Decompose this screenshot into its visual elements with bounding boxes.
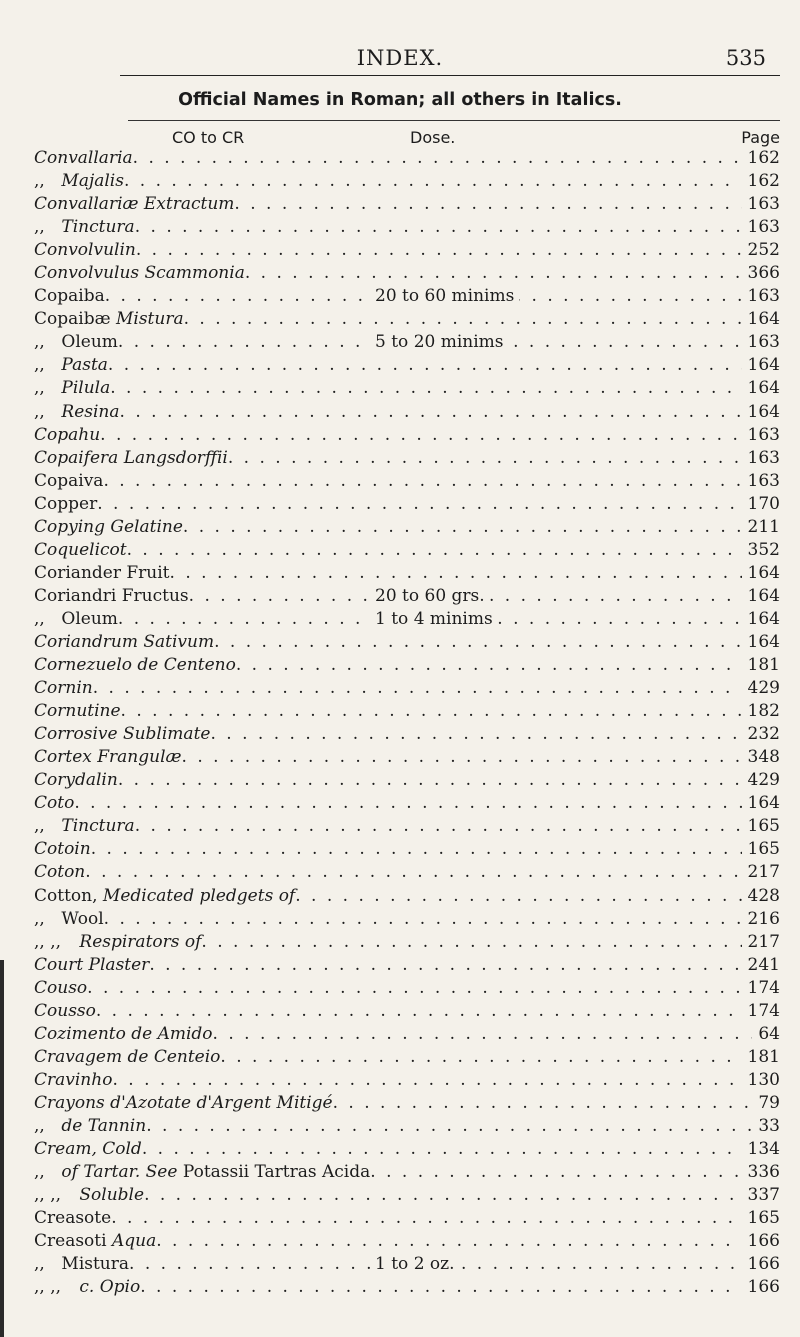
entry-italic-text: Court Plaster <box>34 954 150 975</box>
entry-italic-text: Crayons d'Azotate d'Argent Mitigé <box>34 1092 333 1113</box>
entry-italic-text: Cravinho <box>34 1069 113 1090</box>
entry-italic-text: Cornezuelo de Centeno <box>34 655 236 676</box>
entry-name <box>34 562 170 585</box>
entry-page: 79 <box>758 1092 780 1113</box>
index-entry <box>34 1276 780 1299</box>
dot-leader <box>121 700 742 723</box>
page-edge-shadow <box>0 960 4 1337</box>
entry-italic-text: Corrosive Sublimate <box>34 724 211 745</box>
entry-name <box>34 1138 142 1161</box>
entry-name <box>34 815 135 838</box>
entry-italic-text: Coton <box>34 862 86 883</box>
dot-leader <box>135 815 742 838</box>
index-entry <box>34 723 780 746</box>
entry-italic-text: Cotoin <box>34 839 91 860</box>
entry-name <box>34 585 189 608</box>
entry-name <box>34 308 184 331</box>
entry-page: 166 <box>747 1254 780 1275</box>
entry-page: 428 <box>747 885 780 906</box>
entry-page: 352 <box>747 539 780 560</box>
dot-leader <box>74 792 741 815</box>
index-entry <box>34 1069 780 1092</box>
index-entry <box>34 401 780 424</box>
dot-leader <box>236 654 742 677</box>
dose-heading: Dose. <box>410 128 456 147</box>
entry-italic-text: Copahu <box>34 424 101 445</box>
range-heading: CO to CR <box>172 128 245 147</box>
entry-page: 162 <box>747 148 780 168</box>
entry-page: 232 <box>747 724 780 745</box>
dot-leader <box>100 424 741 447</box>
dot-leader <box>110 377 741 400</box>
entry-italic-text: Cornin <box>34 678 93 699</box>
dot-leader <box>245 262 742 285</box>
entry-page: 174 <box>747 1000 780 1021</box>
index-entry <box>34 769 780 792</box>
dot-leader <box>136 239 742 262</box>
dot-leader <box>111 1207 741 1230</box>
dot-leader <box>295 885 741 908</box>
entry-name <box>34 170 124 193</box>
index-subtitle: Official Names in Roman; all others in Italics. <box>178 90 622 110</box>
entry-italic-text: Cozimento de Amido <box>34 1023 213 1044</box>
dot-leader <box>127 539 742 562</box>
entry-page: 337 <box>747 1185 780 1206</box>
entry-name <box>34 1000 96 1023</box>
entry-page: 217 <box>747 931 780 952</box>
entry-name <box>34 654 236 677</box>
entry-dose: 20 to 60 grs. <box>370 585 490 608</box>
index-entry <box>34 354 780 377</box>
entry-italic-text: de Tannin <box>61 1115 147 1136</box>
entry-italic-text: Coquelicot <box>34 539 127 560</box>
entry-name <box>34 1253 129 1276</box>
entry-name <box>34 331 118 354</box>
ditto-mark: ,, <box>34 378 45 399</box>
entry-name <box>34 1276 140 1299</box>
entry-name <box>34 193 234 216</box>
header-rule <box>120 75 780 76</box>
entry-page: 164 <box>747 608 780 629</box>
entry-page: 366 <box>747 263 780 284</box>
entry-name <box>34 700 121 723</box>
ditto-mark: ,, <box>34 217 45 238</box>
entry-page: 164 <box>747 401 780 422</box>
index-entry <box>34 539 780 562</box>
entry-italic-text: Tinctura <box>61 816 135 837</box>
entry-roman-text: Mistura <box>61 1254 130 1275</box>
index-entry <box>34 654 780 677</box>
entry-name <box>34 216 135 239</box>
index-entry <box>34 1230 780 1253</box>
entry-roman-text: Coriandri Fructus <box>34 585 189 606</box>
entry-name <box>34 1046 220 1069</box>
entry-name <box>34 861 85 884</box>
dot-leader <box>96 1000 742 1023</box>
entry-roman-text: Oleum <box>61 332 118 353</box>
index-entry <box>34 424 780 447</box>
entry-roman-text: Copaiva <box>34 470 104 491</box>
entry-name <box>34 424 100 447</box>
entry-italic-text: Cornutine <box>34 701 121 722</box>
dot-leader <box>108 354 742 377</box>
entry-page: 252 <box>747 240 780 261</box>
dot-leader <box>104 908 742 931</box>
entry-page: 164 <box>747 793 780 814</box>
dot-leader <box>170 562 742 585</box>
entry-italic-text: Coriandrum Sativum <box>34 631 215 652</box>
index-entry <box>34 585 780 608</box>
entry-name <box>34 792 74 815</box>
entry-page: 336 <box>747 1162 780 1183</box>
entry-italic-text: Medicated pledgets of <box>102 885 296 906</box>
index-entry <box>34 815 780 838</box>
entry-name <box>34 631 214 654</box>
ditto-mark: ,, ,, <box>34 931 62 952</box>
entry-name <box>34 1230 156 1253</box>
index-entry <box>34 516 780 539</box>
entry-name <box>34 931 201 954</box>
dot-leader <box>182 746 742 769</box>
entry-name <box>34 977 87 1000</box>
entry-page: 211 <box>747 516 780 537</box>
dot-leader <box>91 838 742 861</box>
entry-page: 429 <box>747 678 780 699</box>
entry-name <box>34 354 108 377</box>
entry-italic-text: Copying Gelatine <box>34 516 183 537</box>
entry-roman-text: Wool <box>61 908 104 929</box>
entry-page: 163 <box>747 286 780 307</box>
entry-name <box>34 1092 333 1115</box>
index-entries <box>34 147 780 1299</box>
index-entry <box>34 262 780 285</box>
entry-roman-text: Copaibæ <box>34 309 111 330</box>
index-entry <box>34 1161 780 1184</box>
entry-italic-text: Pilula <box>61 378 111 399</box>
entry-italic-text: Convolvulin <box>34 240 136 261</box>
index-entry <box>34 746 780 769</box>
entry-italic-text: Convallaria <box>34 148 133 168</box>
entry-italic-text: Mistura <box>115 309 184 330</box>
entry-page: 181 <box>747 655 780 676</box>
dot-leader <box>97 493 741 516</box>
index-entry <box>34 1115 780 1138</box>
entry-page: 162 <box>747 171 780 192</box>
entry-name <box>34 954 149 977</box>
page-title: INDEX. <box>356 46 444 70</box>
dot-leader <box>228 447 742 470</box>
dot-leader <box>135 216 742 239</box>
entry-page: 182 <box>747 701 780 722</box>
dot-leader <box>118 769 742 792</box>
index-entry <box>34 470 780 493</box>
index-entry <box>34 1138 780 1161</box>
index-entry <box>34 308 780 331</box>
entry-suffix-text: Potassii Tartras Acida <box>182 1162 371 1183</box>
index-entry <box>34 1023 780 1046</box>
entry-page: 130 <box>747 1069 780 1090</box>
index-entry <box>34 1207 780 1230</box>
entry-name <box>34 147 133 170</box>
entry-dose: 1 to 2 oz. <box>370 1253 460 1276</box>
index-entry <box>34 885 780 908</box>
ditto-mark: ,, <box>34 816 45 837</box>
entry-name <box>34 838 91 861</box>
entry-page: 241 <box>747 954 780 975</box>
ditto-mark: ,, <box>34 1115 45 1136</box>
entry-page: 429 <box>747 770 780 791</box>
entry-page: 166 <box>747 1231 780 1252</box>
entry-name <box>34 1115 146 1138</box>
dot-leader <box>210 723 741 746</box>
entry-page: 181 <box>747 1046 780 1067</box>
entry-name <box>34 885 295 908</box>
entry-italic-text: Convolvulus Scammonia <box>34 263 245 284</box>
index-entry <box>34 931 780 954</box>
index-entry <box>34 908 780 931</box>
entry-italic-text: Resina <box>61 401 120 422</box>
entry-name <box>34 401 120 424</box>
entry-page: 348 <box>747 747 780 768</box>
entry-italic-text: of Tartar. See <box>61 1162 178 1183</box>
page-heading: Page <box>741 128 780 147</box>
entry-page: 164 <box>747 631 780 652</box>
ditto-mark: ,, ,, <box>34 1185 62 1206</box>
dot-leader <box>234 193 741 216</box>
entry-page: 165 <box>747 816 780 837</box>
dot-leader <box>120 401 742 424</box>
entry-italic-text: Cousso <box>34 1000 96 1021</box>
index-entry <box>34 608 780 631</box>
entry-name <box>34 677 93 700</box>
running-head <box>0 46 800 76</box>
dot-leader <box>183 516 742 539</box>
entry-name <box>34 608 118 631</box>
entry-name <box>34 447 228 470</box>
entry-italic-text: Soluble <box>79 1185 145 1206</box>
index-entry <box>34 285 780 308</box>
index-entry <box>34 1092 780 1115</box>
entry-roman-text: Cotton, <box>34 885 98 906</box>
entry-page: 216 <box>747 908 780 929</box>
ditto-mark: ,, <box>34 332 45 353</box>
index-entry <box>34 861 780 884</box>
entry-dose: 1 to 4 minims <box>370 608 498 631</box>
entry-roman-text: Creasote <box>34 1208 112 1229</box>
entry-page: 170 <box>747 493 780 514</box>
entry-page: 217 <box>747 862 780 883</box>
entry-italic-text: Cream, Cold <box>34 1139 142 1160</box>
entry-name <box>34 493 97 516</box>
entry-italic-text: Cravagem de Centeio <box>34 1046 221 1067</box>
dot-leader <box>333 1092 753 1115</box>
index-entry <box>34 700 780 723</box>
entry-italic-text: Respirators of <box>79 931 202 952</box>
entry-italic-text: Aqua <box>111 1231 157 1252</box>
ditto-mark: ,, <box>34 1162 45 1183</box>
dot-leader <box>103 470 741 493</box>
index-entry <box>34 216 780 239</box>
entry-name <box>34 516 183 539</box>
index-entry <box>34 193 780 216</box>
entry-page: 163 <box>747 332 780 353</box>
ditto-mark: ,, <box>34 608 45 629</box>
entry-italic-text: Majalis <box>61 171 124 192</box>
index-entry <box>34 170 780 193</box>
entry-page: 165 <box>747 839 780 860</box>
dot-leader <box>146 1115 752 1138</box>
dot-leader <box>144 1184 741 1207</box>
dot-leader <box>93 677 742 700</box>
index-entry <box>34 147 780 170</box>
index-entry <box>34 1253 780 1276</box>
entry-roman-text: Oleum <box>61 608 118 629</box>
dot-leader <box>213 1023 753 1046</box>
entry-italic-text: Couso <box>34 977 88 998</box>
entry-italic-text: c. Opio <box>79 1277 141 1298</box>
index-entry <box>34 977 780 1000</box>
entry-name <box>34 1207 111 1230</box>
index-entry <box>34 447 780 470</box>
entry-italic-text: Corydalin <box>34 770 118 791</box>
entry-roman-text: Coriander Fruit <box>34 562 170 583</box>
ditto-mark: ,, <box>34 908 45 929</box>
dot-leader <box>87 977 741 1000</box>
index-entry <box>34 677 780 700</box>
entry-roman-text: Copper <box>34 493 98 514</box>
entry-page: 166 <box>747 1277 780 1298</box>
dot-leader <box>370 1161 741 1184</box>
entry-italic-text: Coto <box>34 793 75 814</box>
entry-name <box>34 1184 144 1207</box>
entry-page: 134 <box>747 1139 780 1160</box>
index-entry <box>34 792 780 815</box>
entry-page: 164 <box>747 585 780 606</box>
entry-name <box>34 470 103 493</box>
index-entry <box>34 631 780 654</box>
entry-name <box>34 769 118 792</box>
entry-roman-text: Copaiba <box>34 286 105 307</box>
entry-name <box>34 262 245 285</box>
ditto-mark: ,, <box>34 171 45 192</box>
dot-leader <box>184 308 742 331</box>
dot-leader <box>112 1069 741 1092</box>
entry-italic-text: Convallariæ Extractum <box>34 194 235 215</box>
entry-page: 163 <box>747 424 780 445</box>
entry-name <box>34 1161 370 1184</box>
entry-page: 164 <box>747 355 780 376</box>
ditto-mark: ,, <box>34 355 45 376</box>
index-entry <box>34 493 780 516</box>
dot-leader <box>220 1046 741 1069</box>
index-entry <box>34 562 780 585</box>
entry-name <box>34 1023 213 1046</box>
index-entry <box>34 954 780 977</box>
dot-leader <box>124 170 742 193</box>
entry-page: 164 <box>747 309 780 330</box>
page-number: 535 <box>725 46 766 70</box>
entry-roman-text: Creasoti <box>34 1231 107 1252</box>
entry-page: 165 <box>747 1208 780 1229</box>
dot-leader <box>149 954 741 977</box>
entry-page: 64 <box>758 1023 780 1044</box>
subtitle-rule <box>128 120 780 121</box>
index-entry <box>34 331 780 354</box>
entry-name <box>34 723 210 746</box>
index-entry <box>34 1000 780 1023</box>
dot-leader <box>156 1230 741 1253</box>
entry-dose: 20 to 60 minims <box>370 285 519 308</box>
entry-page: 164 <box>747 378 780 399</box>
entry-italic-text: Tinctura <box>61 217 135 238</box>
entry-page: 163 <box>747 194 780 215</box>
entry-name <box>34 746 182 769</box>
dot-leader <box>140 1276 741 1299</box>
entry-name <box>34 285 105 308</box>
dot-leader <box>133 147 742 170</box>
index-entry <box>34 1184 780 1207</box>
entry-dose: 5 to 20 minims <box>370 331 509 354</box>
entry-name <box>34 239 136 262</box>
index-entry <box>34 239 780 262</box>
dot-leader <box>142 1138 742 1161</box>
dot-leader <box>201 931 741 954</box>
dot-leader <box>85 861 741 884</box>
ditto-mark: ,, ,, <box>34 1277 62 1298</box>
index-entry <box>34 838 780 861</box>
entry-italic-text: Cortex Frangulæ <box>34 747 182 768</box>
entry-page: 163 <box>747 470 780 491</box>
entry-name <box>34 1069 112 1092</box>
entry-page: 163 <box>747 447 780 468</box>
entry-page: 164 <box>747 562 780 583</box>
entry-italic-text: Copaifera Langsdorffii <box>34 447 228 468</box>
dot-leader <box>214 631 741 654</box>
entry-name <box>34 908 104 931</box>
entry-name <box>34 539 127 562</box>
entry-italic-text: Pasta <box>61 355 108 376</box>
ditto-mark: ,, <box>34 1254 45 1275</box>
entry-name <box>34 377 110 400</box>
index-entry <box>34 1046 780 1069</box>
entry-page: 33 <box>758 1115 780 1136</box>
entry-page: 163 <box>747 217 780 238</box>
entry-page: 174 <box>747 977 780 998</box>
index-entry <box>34 377 780 400</box>
ditto-mark: ,, <box>34 401 45 422</box>
